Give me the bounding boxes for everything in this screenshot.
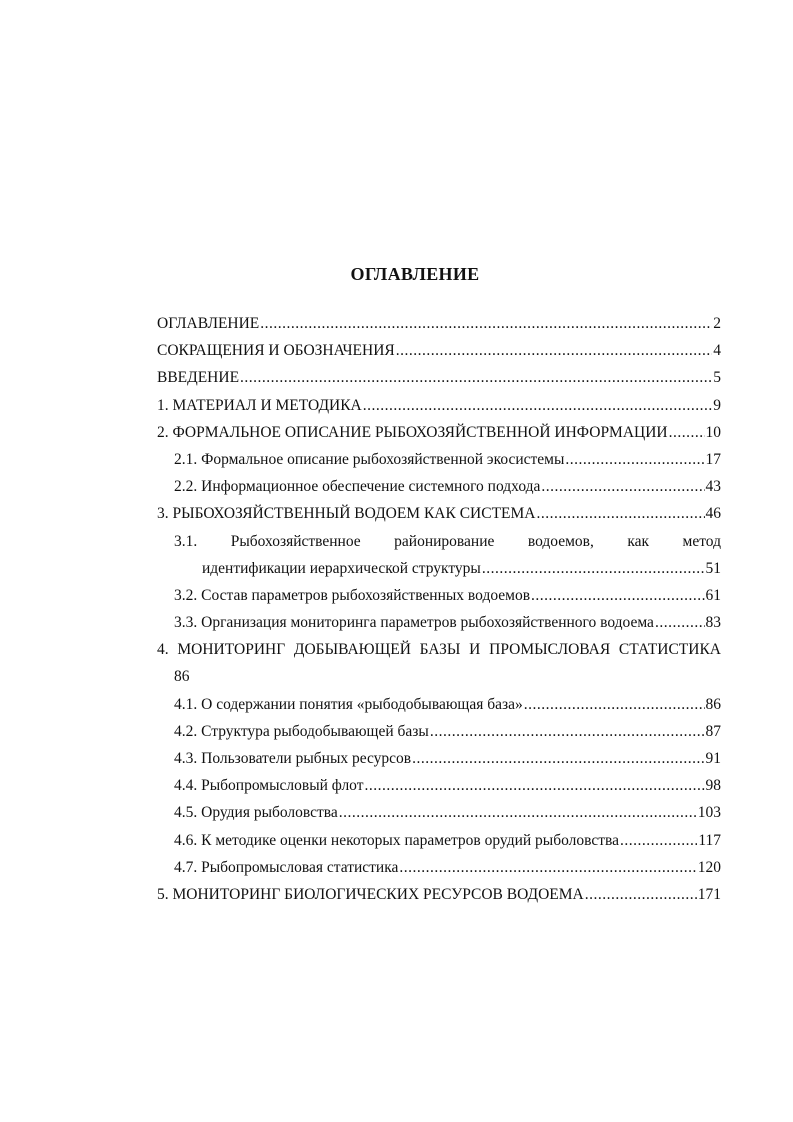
toc-entry-page: 86	[174, 668, 190, 686]
leader-dots	[537, 500, 705, 527]
leader-dots	[363, 392, 713, 419]
toc-entry[interactable]	[0, 419, 793, 446]
toc-entry-title: 2.2. Информационное обеспечение системного подхода	[174, 478, 541, 496]
toc-entry[interactable]	[0, 691, 793, 718]
toc-entry-page: 17	[705, 450, 721, 468]
leader-dots	[655, 609, 705, 636]
toc-entry[interactable]	[0, 827, 793, 854]
leader-dots	[620, 827, 697, 854]
toc-entry[interactable]	[0, 609, 793, 636]
page-title: ОГЛАВЛЕНИЕ	[350, 264, 480, 284]
leader-dots	[541, 473, 704, 500]
toc-entry-title: 3.1. Рыбохозяйственное районирование водоемов, как метод	[174, 532, 721, 550]
toc-entry[interactable]	[0, 310, 793, 337]
toc-entry[interactable]	[0, 772, 793, 799]
toc-entry-page: 117	[698, 831, 721, 849]
leader-dots	[585, 881, 697, 908]
toc-entry-title: ВВЕДЕНИЕ	[157, 369, 240, 387]
table-of-contents	[0, 310, 793, 908]
toc-entry-page: 5	[713, 369, 721, 387]
toc-entry-page: 2	[713, 315, 721, 332]
toc-entry-title: 3.3. Организация мониторинга параметров рыбохозяйственного водоема	[174, 614, 654, 632]
toc-entry-title: 5. МОНИТОРИНГ БИОЛОГИЧЕСКИХ РЕСУРСОВ ВОДОЕМА	[157, 885, 584, 903]
toc-entry-title: 4. МОНИТОРИНГ ДОБЫВАЮЩЕЙ БАЗЫ И ПРОМЫСЛОВАЯ СТАТИСТИКА	[157, 641, 721, 659]
toc-entry[interactable]	[0, 500, 793, 527]
leader-dots	[482, 555, 705, 582]
toc-entry[interactable]	[0, 473, 793, 500]
toc-entry[interactable]	[0, 718, 793, 745]
toc-entry-page: 46	[705, 505, 721, 523]
toc-entry[interactable]	[0, 745, 793, 772]
toc-entry-title: 3. РЫБОХОЗЯЙСТВЕННЫЙ ВОДОЕМ КАК СИСТЕМА	[157, 505, 536, 523]
toc-entry-page: 171	[697, 885, 721, 903]
toc-entry-title: 4.1. О содержании понятия «рыбодобывающая база»	[174, 695, 523, 713]
toc-entry-title: 2. ФОРМАЛЬНОЕ ОПИСАНИЕ РЫБОХОЗЯЙСТВЕННОЙ ИНФОРМАЦИИ	[157, 423, 668, 441]
toc-entry-title: 4.3. Пользователи рыбных ресурсов	[174, 750, 412, 767]
leader-dots	[240, 364, 712, 391]
toc-entry-page: 4	[713, 342, 721, 360]
toc-entry-title: 4.6. К методике оценки некоторых параметров орудий рыболовства	[174, 831, 619, 849]
toc-entry-page: 103	[697, 804, 721, 822]
toc-entry-title: ОГЛАВЛЕНИЕ	[157, 315, 260, 332]
toc-entry-page: 43	[705, 478, 721, 496]
toc-entry-title: 3.2. Состав параметров рыбохозяйственных водоемов	[174, 586, 531, 604]
toc-entry-page: 91	[705, 750, 721, 767]
toc-entry-title: 4.7. Рыбопромысловая статистика	[174, 858, 399, 876]
toc-entry-page: 87	[705, 722, 721, 740]
leader-dots	[260, 310, 712, 337]
toc-entry-page: 120	[697, 858, 721, 876]
toc-entry[interactable]	[0, 854, 793, 881]
toc-entry-title-continued: идентификации иерархической структуры	[202, 559, 481, 577]
toc-entry[interactable]	[0, 799, 793, 826]
leader-dots	[524, 691, 705, 718]
toc-entry-page: 10	[705, 423, 721, 441]
leader-dots	[669, 419, 705, 446]
toc-entry-page: 98	[705, 777, 721, 795]
toc-entry[interactable]	[0, 446, 793, 473]
toc-entry-page: 51	[705, 559, 721, 577]
toc-entry[interactable]	[0, 881, 793, 908]
toc-entry-page: 9	[713, 396, 721, 414]
toc-entry-continuation[interactable]	[0, 663, 793, 690]
toc-entry-title: 4.4. Рыбопромысловый флот	[174, 777, 364, 795]
leader-dots	[565, 446, 704, 473]
leader-dots	[412, 745, 704, 772]
leader-dots	[430, 718, 705, 745]
toc-entry[interactable]	[0, 582, 793, 609]
leader-dots	[396, 337, 713, 364]
leader-dots	[365, 772, 705, 799]
toc-entry-title: СОКРАЩЕНИЯ И ОБОЗНАЧЕНИЯ	[157, 342, 395, 360]
toc-entry-title: 1. МАТЕРИАЛ И МЕТОДИКА	[157, 396, 362, 414]
toc-entry[interactable]	[0, 337, 793, 364]
toc-entry-title: 4.2. Структура рыбодобывающей базы	[174, 722, 429, 740]
toc-entry-continuation[interactable]	[0, 555, 793, 582]
leader-dots	[531, 582, 704, 609]
toc-entry[interactable]	[0, 636, 793, 663]
toc-entry-page: 61	[705, 586, 721, 604]
toc-entry[interactable]	[0, 392, 793, 419]
toc-entry-title: 2.1. Формальное описание рыбохозяйственной экосистемы	[174, 450, 565, 468]
leader-dots	[339, 799, 697, 826]
toc-entry[interactable]	[0, 364, 793, 391]
toc-entry-page: 83	[705, 614, 721, 632]
toc-entry-title: 4.5. Орудия рыболовства	[174, 804, 338, 822]
toc-entry-page: 86	[705, 695, 721, 713]
toc-entry[interactable]	[0, 528, 793, 555]
leader-dots	[399, 854, 696, 881]
